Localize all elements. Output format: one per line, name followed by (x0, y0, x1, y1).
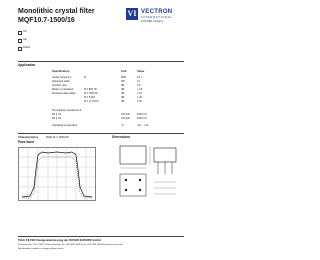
feature-label: RoHS (23, 46, 30, 49)
termination-row-value: 1500 || 6 (137, 117, 147, 120)
dimension-drawing (112, 142, 184, 204)
feature-checkbox (18, 47, 22, 51)
spec-header-value: Value (137, 69, 145, 73)
spec-header-unit: Unit (121, 69, 127, 73)
spec-row-unit: dB (121, 88, 125, 91)
spec-row-label: Stopband attenuation (52, 92, 76, 95)
part-number: MQF10.7-1500/16 (18, 17, 75, 24)
package-pins (158, 162, 172, 174)
spec-row-unit: kHz (121, 80, 126, 83)
passband-response-graph (18, 147, 96, 201)
dimensions-heading: Dimensions (112, 135, 131, 139)
feature-checkbox (18, 31, 22, 35)
spec-row-value: ≥ 40 (137, 96, 142, 99)
footer-divider (18, 236, 184, 237)
vectron-logo (126, 8, 138, 20)
temperature-value: -20 ... +70 (137, 124, 149, 127)
footer-address: Potsdamer Str. 18 D-14513 Teltow Germany Tel. +49 3328 4784-0 Fax +49 3328 4784-30 www.vectron.com (18, 244, 123, 246)
termination-heading: Terminating impedances Z (52, 109, 82, 112)
termination-row-unit: Ohm/pF (121, 113, 131, 116)
divider (18, 61, 184, 62)
package-side-view (154, 148, 176, 162)
spec-row-condition: f0 ± 800 Hz (84, 88, 97, 91)
spec-row-value: 10.7 (137, 76, 142, 79)
termination-row-label: R2 || C2 (52, 117, 62, 120)
spec-row-unit: dB (121, 84, 125, 87)
spec-row-condition: f0 ± 5 kHz (84, 96, 96, 99)
spec-row-label: Passband width (52, 80, 70, 83)
temperature-label: Operating temperature (52, 124, 78, 127)
spec-row-label: Ripple in passband (52, 88, 74, 91)
footer-company: TELE FILTER Zweigniederlassung der DOVER EUROPE GmbH (18, 238, 101, 242)
spec-row-unit: dB (121, 92, 125, 95)
dimension-lines (120, 146, 176, 194)
characteristics-part: MQF10.7-1500/16 (46, 135, 69, 139)
spec-row-value: ±1 (137, 80, 140, 83)
spec-row-label: Insertion loss (52, 84, 67, 87)
feature-label: CE (23, 38, 27, 41)
brand-tagline: A DOVER company (141, 20, 163, 23)
spec-row-value: 3.5 (137, 84, 141, 87)
spec-row-value: ≥ 10 (137, 92, 142, 95)
spec-row-unit: MHz (121, 76, 127, 79)
spec-row-value: ≥ 60 (137, 100, 142, 103)
spec-row-unit: dB (121, 100, 125, 103)
spec-row-condition: f0 (84, 76, 87, 79)
feature-label: UK (23, 30, 27, 33)
spec-header-label: Specification (52, 69, 70, 73)
divider (18, 133, 184, 134)
spec-row-condition: f0 ± 17.5 kHz (84, 100, 99, 103)
application-heading: Application (18, 63, 36, 67)
termination-row-unit: Ohm/pF (121, 117, 131, 120)
brand-name: VECTRON (141, 9, 173, 15)
passband-heading: Pass band (18, 140, 34, 144)
footprint-pads (125, 179, 141, 191)
spec-row-label: Center frequency (52, 76, 72, 79)
characteristics-heading: Characteristics (18, 135, 39, 139)
temperature-unit: °C (121, 124, 124, 127)
spec-row-value: ≤ 2.5 (137, 88, 143, 91)
spec-row-condition: f0 ± 1500 Hz (84, 92, 99, 95)
package-top-view (120, 146, 146, 164)
feature-checkbox (18, 39, 22, 43)
product-title: Monolithic crystal filter (18, 8, 95, 15)
termination-row-label: R1 || C1 (52, 113, 62, 116)
footer-notice: Specifications subject to change without notice. (18, 248, 64, 250)
package-footprint (120, 174, 146, 196)
logo-mark: VI (127, 9, 137, 18)
spec-row-unit: dB (121, 96, 125, 99)
brand-subtitle: INTERNATIONAL (141, 15, 173, 19)
termination-row-value: 1500 || 6 (137, 113, 147, 116)
